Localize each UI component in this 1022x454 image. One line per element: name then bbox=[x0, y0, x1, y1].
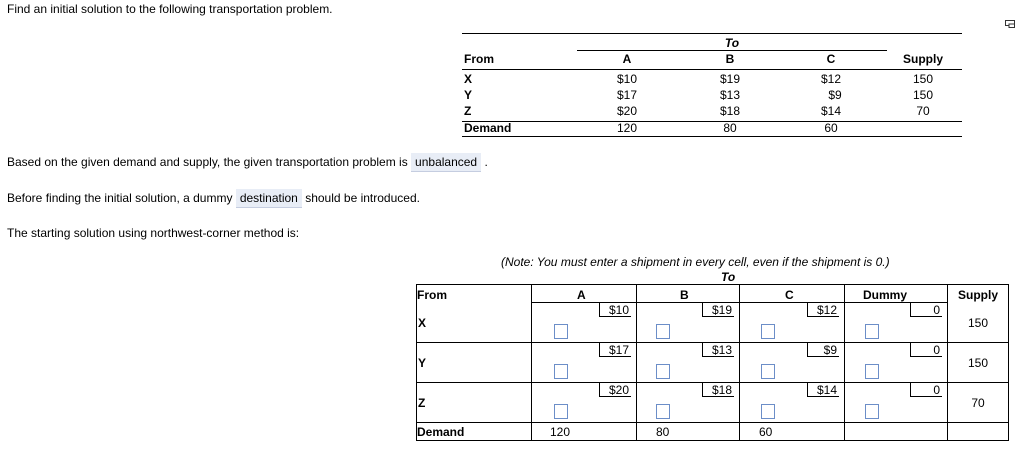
cost-x-b: $19 bbox=[719, 72, 741, 86]
to-label: To bbox=[724, 36, 740, 50]
grid-demand-a: 120 bbox=[550, 425, 571, 439]
grid-cost-z-dummy: 0 bbox=[910, 383, 942, 397]
shipment-input-y-a[interactable] bbox=[554, 364, 568, 379]
grid-row-x: X bbox=[418, 316, 427, 330]
col-header-c: C bbox=[826, 52, 836, 66]
question-text: Find an initial solution to the following transportation problem. bbox=[7, 2, 333, 16]
grid-supply-header: Supply bbox=[957, 288, 998, 302]
sentence-dummy-end: should be introduced. bbox=[305, 191, 420, 205]
shipment-input-z-dummy[interactable] bbox=[865, 404, 879, 419]
sentence-balance bbox=[7, 153, 488, 172]
demand-a: 120 bbox=[616, 121, 638, 135]
row-label-y: Y bbox=[464, 88, 473, 102]
demand-header: Demand bbox=[464, 121, 512, 135]
grid-cost-x-b: $19 bbox=[702, 303, 734, 317]
grid-supply-y: 150 bbox=[967, 356, 989, 370]
col-header-a: A bbox=[622, 52, 632, 66]
shipment-input-x-b[interactable] bbox=[656, 324, 670, 339]
cost-x-c: $12 bbox=[820, 72, 842, 86]
shipment-input-x-dummy[interactable] bbox=[865, 324, 879, 339]
row-label-z: Z bbox=[464, 104, 472, 118]
expand-icon[interactable] bbox=[1005, 20, 1015, 28]
sentence-dummy bbox=[7, 189, 420, 208]
grid-demand-c: 60 bbox=[759, 425, 773, 439]
supply-y: 150 bbox=[912, 88, 934, 102]
shipment-input-z-a[interactable] bbox=[554, 404, 568, 419]
grid-col-b: B bbox=[680, 288, 689, 302]
grid-cost-x-c: $12 bbox=[807, 303, 839, 317]
cost-y-b: $13 bbox=[719, 88, 741, 102]
cost-y-c: $9 bbox=[828, 88, 842, 102]
grid-cost-x-dummy: 0 bbox=[910, 303, 942, 317]
grid-cost-y-a: $17 bbox=[599, 343, 631, 357]
cost-y-a: $17 bbox=[616, 88, 638, 102]
shipment-input-y-dummy[interactable] bbox=[865, 364, 879, 379]
cost-z-b: $18 bbox=[719, 104, 741, 118]
cost-z-a: $20 bbox=[616, 104, 638, 118]
grid-demand-b: 80 bbox=[656, 425, 670, 439]
dummy-type-dropdown[interactable]: destination bbox=[236, 189, 302, 208]
demand-b: 80 bbox=[723, 121, 737, 135]
demand-c: 60 bbox=[824, 121, 838, 135]
grid-cost-z-c: $14 bbox=[807, 383, 839, 397]
shipment-input-y-b[interactable] bbox=[656, 364, 670, 379]
grid-row-z: Z bbox=[418, 396, 426, 410]
row-label-x: X bbox=[464, 72, 473, 86]
cost-x-a: $10 bbox=[616, 72, 638, 86]
grid-cost-y-b: $13 bbox=[702, 343, 734, 357]
grid-cost-z-b: $18 bbox=[702, 383, 734, 397]
shipment-note: (Note: You must enter a shipment in every cell, even if the shipment is 0.) bbox=[501, 255, 890, 269]
supply-z: 70 bbox=[916, 104, 930, 118]
shipment-input-z-b[interactable] bbox=[656, 404, 670, 419]
grid-row-y: Y bbox=[418, 356, 427, 370]
cost-table bbox=[462, 33, 962, 143]
grid-cost-x-a: $10 bbox=[599, 303, 631, 317]
grid-cost-z-a: $20 bbox=[599, 383, 631, 397]
grid-to-label: To bbox=[721, 270, 736, 284]
cost-z-c: $14 bbox=[820, 104, 842, 118]
supply-header: Supply bbox=[902, 52, 943, 66]
shipment-input-y-c[interactable] bbox=[761, 364, 775, 379]
solution-grid bbox=[416, 270, 1009, 441]
grid-col-c: C bbox=[785, 288, 794, 302]
sentence-balance-text: Based on the given demand and supply, the given transportation problem is bbox=[7, 155, 408, 169]
sentence-method: The starting solution using northwest-corner method is: bbox=[7, 226, 300, 240]
grid-col-dummy: Dummy bbox=[863, 288, 908, 302]
grid-supply-x: 150 bbox=[967, 316, 989, 330]
grid-from-header: From bbox=[417, 288, 447, 302]
grid-cost-y-dummy: 0 bbox=[910, 343, 942, 357]
shipment-input-z-c[interactable] bbox=[761, 404, 775, 419]
from-header: From bbox=[464, 52, 494, 66]
shipment-input-x-c[interactable] bbox=[761, 324, 775, 339]
col-header-b: B bbox=[725, 52, 735, 66]
grid-supply-z: 70 bbox=[971, 396, 985, 410]
grid-demand-header: Demand bbox=[417, 425, 465, 439]
grid-col-a: A bbox=[577, 288, 586, 302]
sentence-dummy-text: Before finding the initial solution, a dummy bbox=[7, 191, 233, 205]
balance-dropdown[interactable]: unbalanced bbox=[411, 153, 481, 172]
supply-x: 150 bbox=[912, 72, 934, 86]
sentence-balance-end: . bbox=[484, 155, 488, 169]
grid-cost-y-c: $9 bbox=[807, 343, 839, 357]
shipment-input-x-a[interactable] bbox=[554, 324, 568, 339]
